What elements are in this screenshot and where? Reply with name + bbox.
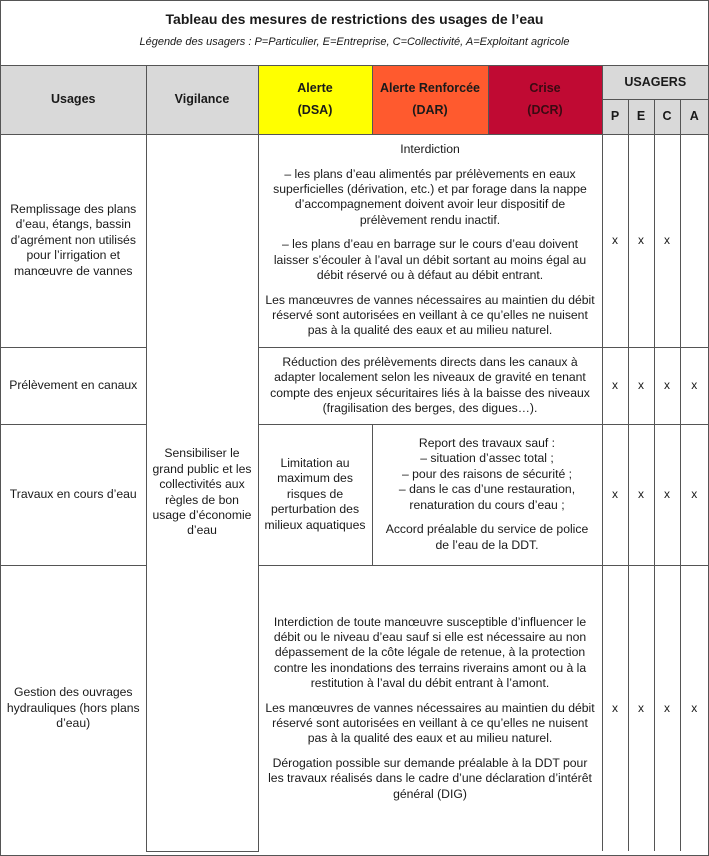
user-p-mark: x bbox=[602, 565, 628, 851]
user-e-mark: x bbox=[628, 134, 654, 347]
measure-line: – dans le cas d’une restauration, renaturation du cours d’eau ; bbox=[398, 482, 576, 512]
user-a-mark: x bbox=[680, 347, 708, 424]
alerte-measure-cell: Limitation au maximum des risques de perturbation des milieux aquatiques bbox=[258, 424, 372, 565]
header-vigilance: Vigilance bbox=[146, 66, 258, 134]
table-title: Tableau des mesures de restrictions des usages de l’eau bbox=[165, 11, 544, 27]
user-e-mark: x bbox=[628, 565, 654, 851]
user-e-mark: x bbox=[628, 347, 654, 424]
dar-dcr-measure-cell bbox=[372, 424, 602, 565]
measure-line: – pour des raisons de sécurité ; bbox=[401, 466, 573, 481]
user-c-mark: x bbox=[654, 424, 680, 565]
header-alerte-renforcee bbox=[372, 66, 488, 134]
measure-cell bbox=[258, 134, 602, 347]
measure-line: – situation d’assec total ; bbox=[420, 451, 554, 466]
table-row bbox=[1, 347, 708, 424]
user-p-mark: x bbox=[602, 424, 628, 565]
users-legend: Légende des usagers : P=Particulier, E=Entreprise, C=Collectivité, A=Exploitant agricole bbox=[139, 36, 570, 48]
table-row bbox=[1, 134, 708, 347]
header-alerte-renforcee-code: (DAR) bbox=[412, 102, 448, 117]
header-a: A bbox=[680, 99, 708, 134]
header-alerte-renforcee-label: Alerte Renforcée bbox=[379, 81, 481, 96]
header-usages: Usages bbox=[1, 66, 146, 134]
measure-paragraph: Interdiction de toute manœuvre susceptible d’influencer le débit ou le niveau d’eau sauf si elle est nécessaire au non dépassement de la côte légale de retenue, à la protection contre les inondations des terrains riverains amont ou à la restitution à l’aval du débit entrant à l’amont. bbox=[273, 614, 587, 691]
user-c-mark: x bbox=[654, 347, 680, 424]
header-c: C bbox=[654, 99, 680, 134]
usage-cell: Prélèvement en canaux bbox=[1, 347, 146, 424]
table-row bbox=[1, 424, 708, 565]
header-alerte-code: (DSA) bbox=[297, 102, 333, 117]
user-a-mark: x bbox=[680, 565, 708, 851]
header-p: P bbox=[602, 99, 628, 134]
header-crise-code: (DCR) bbox=[527, 102, 563, 117]
user-a-mark: x bbox=[680, 424, 708, 565]
header-alerte-label: Alerte bbox=[297, 81, 333, 96]
user-p-mark: x bbox=[602, 134, 628, 347]
header-crise-label: Crise bbox=[529, 81, 561, 96]
user-c-mark: x bbox=[654, 134, 680, 347]
table-row bbox=[1, 565, 708, 851]
vigilance-cell: Sensibiliser le grand public et les collectivités aux règles de bon usage d’économie d’eau bbox=[146, 134, 258, 851]
user-c-mark: x bbox=[654, 565, 680, 851]
measure-paragraph: Dérogation possible sur demande préalable à la DDT pour les travaux réalisés dans le cadre d’une déclaration d’intérêt général (DIG) bbox=[268, 755, 592, 801]
measure-paragraph: Réduction des prélèvements directs dans les canaux à adapter localement selon les niveaux de gravité en tenant compte des enjeux sécuritaires liés à la baisse des niveaux (fragilisation des berges, des digues…). bbox=[270, 354, 590, 415]
usage-cell: Travaux en cours d’eau bbox=[1, 424, 146, 565]
usage-cell: Remplissage des plans d’eau, étangs, bassin d’agrément non utilisés pour l’irrigation et manœuvre de vannes bbox=[1, 134, 146, 347]
user-a-mark bbox=[680, 134, 708, 347]
header-crise bbox=[488, 66, 602, 134]
measure-cell bbox=[258, 347, 602, 424]
measure-line: Report des travaux sauf : bbox=[418, 436, 556, 451]
table-title-box bbox=[1, 1, 708, 66]
measure-cell bbox=[258, 565, 602, 851]
user-p-mark: x bbox=[602, 347, 628, 424]
measure-paragraph: Les manœuvres de vannes nécessaires au maintien du débit réservé sont autorisées en veillant à ce qu’elles ne nuisent pas à la qualité des eaux et au milieu naturel. bbox=[265, 292, 595, 338]
header-usagers: USAGERS bbox=[602, 66, 708, 99]
header-alerte bbox=[258, 66, 372, 134]
header-e: E bbox=[628, 99, 654, 134]
measure-paragraph: Les manœuvres de vannes nécessaires au maintien du débit réservé sont autorisées en veillant à ce qu’elles ne nuisent pas à la qualité des eaux et au milieu naturel. bbox=[265, 700, 595, 746]
user-e-mark: x bbox=[628, 424, 654, 565]
restrictions-table bbox=[1, 66, 708, 852]
measure-paragraph: Interdiction bbox=[400, 142, 460, 157]
measure-paragraph: – les plans d’eau alimentés par prélèvements en eaux superficielles (dérivation, etc.) et par forage dans la nappe d’accompagnement doivent avoir leur dispositif de prélèvement rendu inactif. bbox=[273, 166, 587, 227]
measure-paragraph: – les plans d’eau en barrage sur le cours d’eau doivent laisser s’écouler à l’aval un débit sortant au moins égal au débit réservé ou à défaut au débit entrant. bbox=[273, 237, 587, 283]
usage-cell: Gestion des ouvrages hydrauliques (hors plans d’eau) bbox=[1, 565, 146, 851]
measure-note: Accord préalable du service de police de l’eau de la DDT. bbox=[385, 522, 589, 552]
